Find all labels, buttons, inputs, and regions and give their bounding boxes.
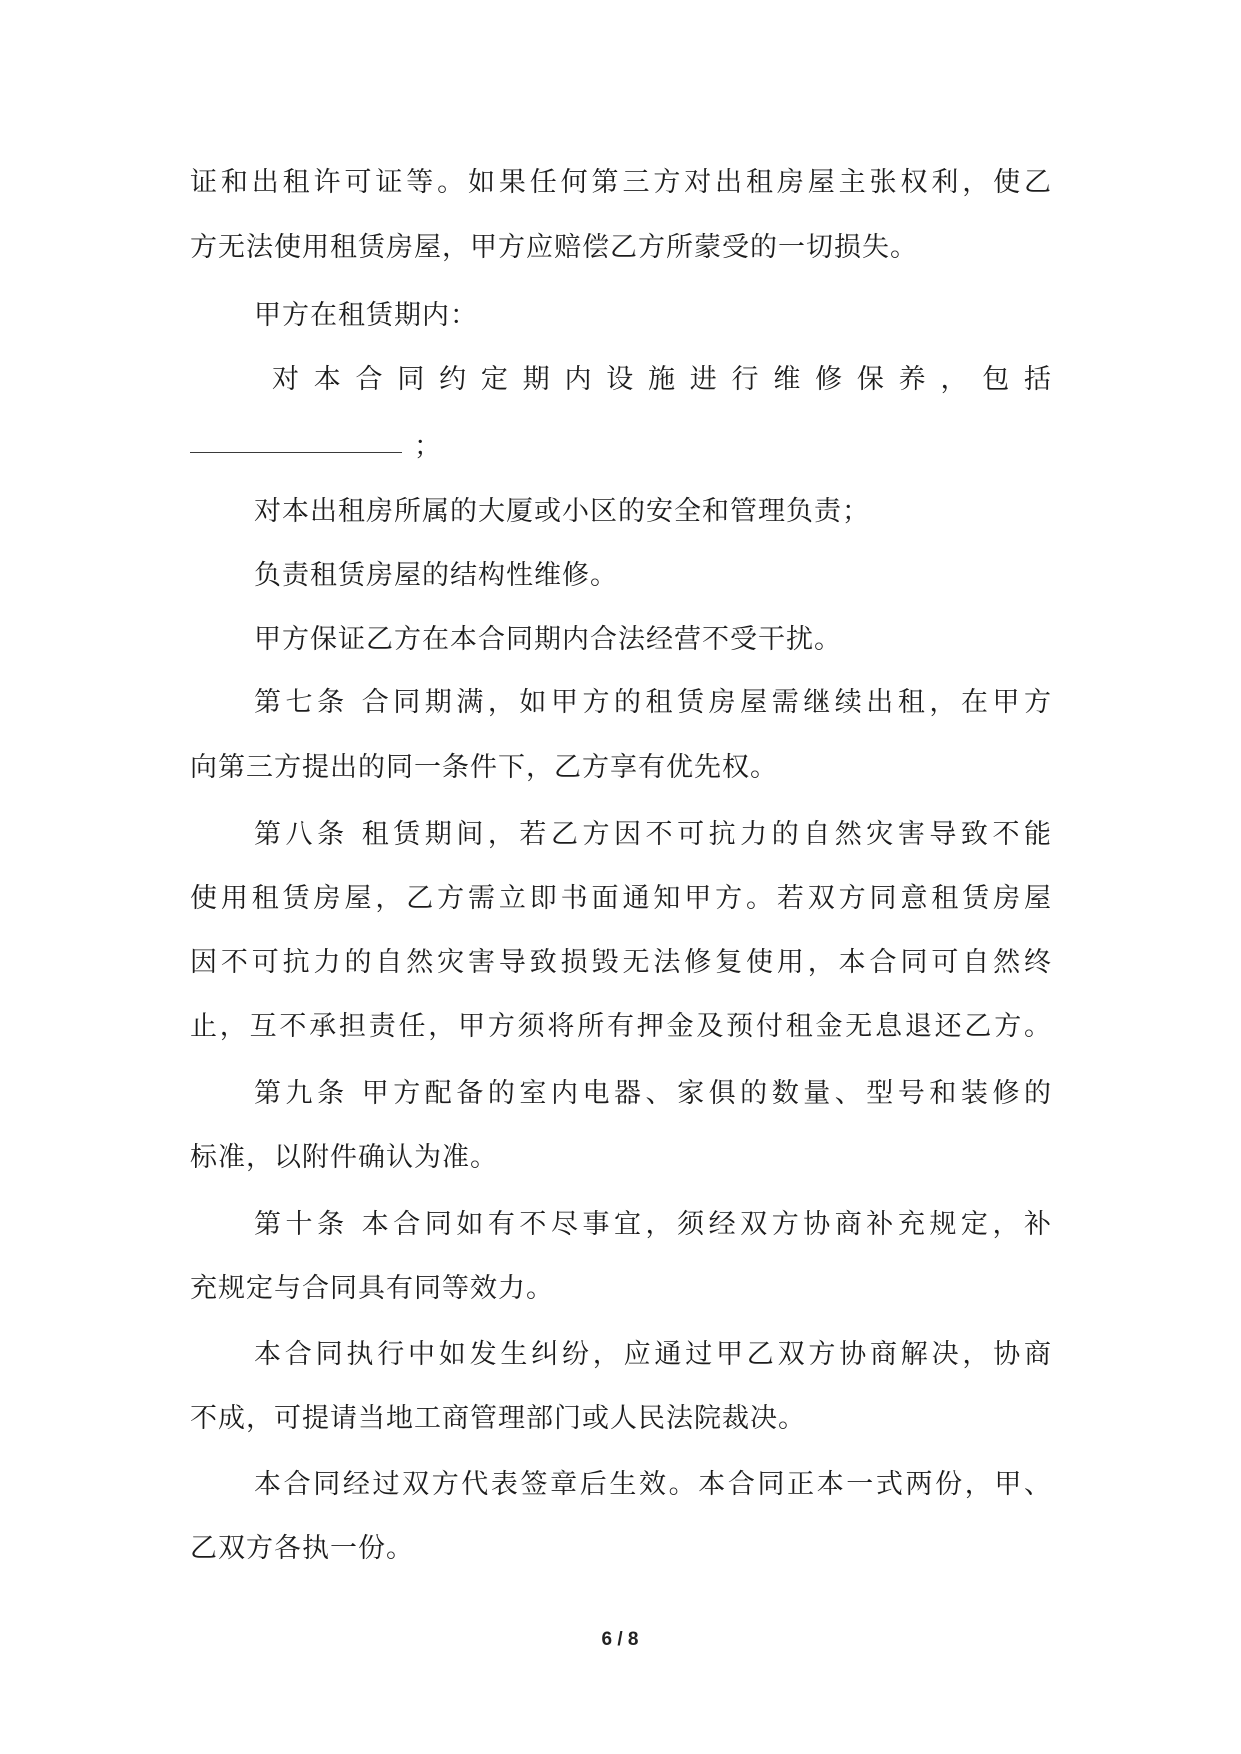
document-line: 甲方保证乙方在本合同期内合法经营不受干扰。 <box>254 624 842 655</box>
document-line: 乙双方各执一份。 <box>190 1533 414 1564</box>
document-line: 因不可抗力的自然灾害导致损毁无法修复使用，本合同可自然终 <box>190 947 1052 978</box>
document-line: 本合同经过双方代表签章后生效。本合同正本一式两份，甲、 <box>254 1469 1052 1500</box>
document-line: 不成，可提请当地工商管理部门或人民法院裁决。 <box>190 1403 806 1434</box>
document-line: 止，互不承担责任，甲方须将所有押金及预付租金无息退还乙方。 <box>190 1011 1052 1042</box>
document-line: 充规定与合同具有同等效力。 <box>190 1273 554 1304</box>
document-line: 标准，以附件确认为准。 <box>190 1142 498 1173</box>
document-line: 第九条 甲方配备的室内电器、家俱的数量、型号和装修的 <box>254 1078 1052 1109</box>
document-line: 方无法使用租赁房屋，甲方应赔偿乙方所蒙受的一切损失。 <box>190 232 918 263</box>
document-line: 对本合同约定期内设施进行维修保养，包括 <box>272 364 1052 395</box>
document-line: 向第三方提出的同一条件下，乙方享有优先权。 <box>190 752 778 783</box>
document-line: 第七条 合同期满，如甲方的租赁房屋需继续出租，在甲方 <box>254 687 1052 718</box>
document-line: 对本出租房所属的大厦或小区的安全和管理负责； <box>254 496 870 527</box>
blank-line-suffix: ； <box>414 431 441 462</box>
document-line: 第八条 租赁期间，若乙方因不可抗力的自然灾害导致不能 <box>254 819 1052 850</box>
document-line: 第十条 本合同如有不尽事宜，须经双方协商补充规定，补 <box>254 1209 1052 1240</box>
document-line: 甲方在租赁期内： <box>254 300 478 331</box>
fill-in-blank-underline <box>190 452 402 453</box>
page-number: 6 / 8 <box>601 1629 639 1650</box>
document-line: 本合同执行中如发生纠纷，应通过甲乙双方协商解决，协商 <box>254 1339 1052 1370</box>
document-line: 负责租赁房屋的结构性维修。 <box>254 560 618 591</box>
document-line: 证和出租许可证等。如果任何第三方对出租房屋主张权利，使乙 <box>190 167 1052 198</box>
document-line: 使用租赁房屋，乙方需立即书面通知甲方。若双方同意租赁房屋 <box>190 883 1052 914</box>
